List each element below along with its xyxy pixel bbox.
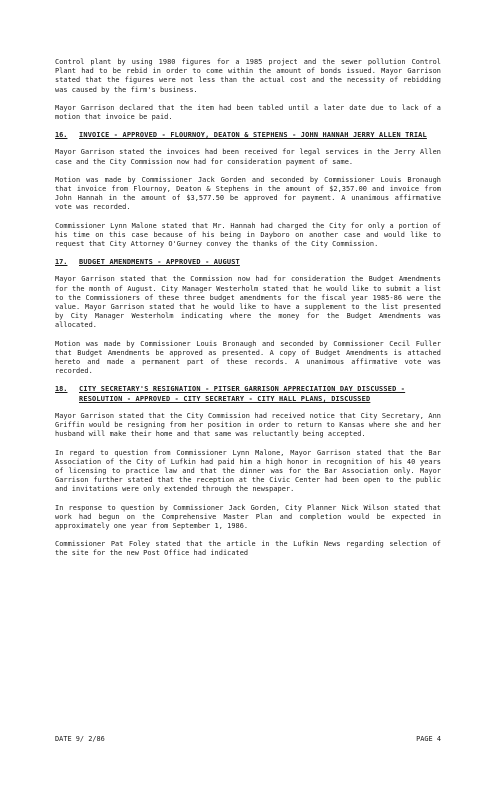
paragraph: Control plant by using 1980 figures for a 1985 project and the sewer pollution Control Plant had to be rebid in order to come within the amount of bonds issued. Mayor Garrison stated that the figures were not less than the actual cost and the necessity of rebidding was caused by the firm's business. [55, 58, 441, 94]
section-title: CITY SECRETARY'S RESIGNATION - PITSER GARRISON APPRECIATION DAY DISCUSSED - RESOLUTION - APPROVED - CITY SECRETARY - CITY HALL PLANS, DISCUSSED [79, 385, 406, 403]
paragraph: Commissioner Lynn Malone stated that Mr. Hannah had charged the City for only a portion of his time on this case because of his being in Dayboro on another case and would like to request that City Attorney O'Gurney convey the thanks of the City Commission. [55, 221, 441, 249]
section-heading-18 [55, 385, 441, 403]
footer-page-number: PAGE 4 [416, 735, 441, 743]
document-page [55, 58, 441, 568]
page-footer [55, 735, 441, 744]
paragraph: In response to question by Commissioner Jack Gorden, City Planner Nick Wilson stated that work had begun on the Comprehensive Master Plan and completion would be expected in approximately one year from September 1, 1986. [55, 503, 441, 530]
paragraph: Motion was made by Commissioner Jack Gorden and seconded by Commissioner Louis Bronaugh that invoice from Flournoy, Deaton & Stephens in the amount of $2,357.00 and invoice from John Hannah in the amount of $3,577.50 be approved for payment. A unanimous affirmative vote was recorded. [55, 175, 441, 212]
section-heading-17 [55, 258, 441, 267]
paragraph: Commissioner Pat Foley stated that the article in the Lufkin News regarding selection of the site for the new Post Office had indicated [55, 540, 441, 558]
paragraph: Mayor Garrison stated that the Commission now had for consideration the Budget Amendments for the month of August. City Manager Westerholm stated that he would like to submit a list to the Commissioners of these three budget amendments for the fiscal year 1985-86 were the value. Mayor Garrison stated that he would like to have a supplement to the list presented by City Manager Westerholm indicating where the money for the Budget Amendments was allocated. [55, 275, 441, 330]
paragraph: Mayor Garrison stated the invoices had been received for legal services in the Jerry Allen case and the City Commission now had for consideration payment of same. [55, 148, 441, 166]
paragraph: Motion was made by Commissioner Louis Bronaugh and seconded by Commissioner Cecil Fuller that Budget Amendments be approved as presented. A copy of Budget Amendments is attached hereto and made a permanent part of these records. A unanimous affirmative vote was recorded. [55, 339, 441, 376]
paragraph: Mayor Garrison stated that the City Commission had received notice that City Secretary, Ann Griffin would be resigning from her position in order to return to Kansas where she and her husband will make their home and that same was reluctantly being accepted. [55, 411, 441, 439]
paragraph: Mayor Garrison declared that the item had been tabled until a later date due to lack of a motion that invoice be paid. [55, 103, 441, 122]
section-number: 16. [55, 131, 68, 140]
paragraph: In regard to question from Commissioner Lynn Malone, Mayor Garrison stated that the Bar Association of the City of Lufkin had paid him a high honor in recognition of his 40 years of licensing to practice law and that the dinner was for the Bar Association only. Mayor Garrison further stated that the reception at the Civic Center had been open to the public and invitations were only extended through the newspaper. [55, 448, 441, 494]
section-title: BUDGET AMENDMENTS - APPROVED - AUGUST [79, 258, 240, 267]
section-number: 17. [55, 258, 68, 267]
footer-date: DATE 9/ 2/86 [55, 735, 105, 743]
section-title: INVOICE - APPROVED - FLOURNOY, DEATON & STEPHENS - JOHN HANNAH JERRY ALLEN TRIAL [79, 131, 427, 140]
section-number: 18. [55, 385, 68, 394]
section-heading-16 [55, 131, 441, 140]
